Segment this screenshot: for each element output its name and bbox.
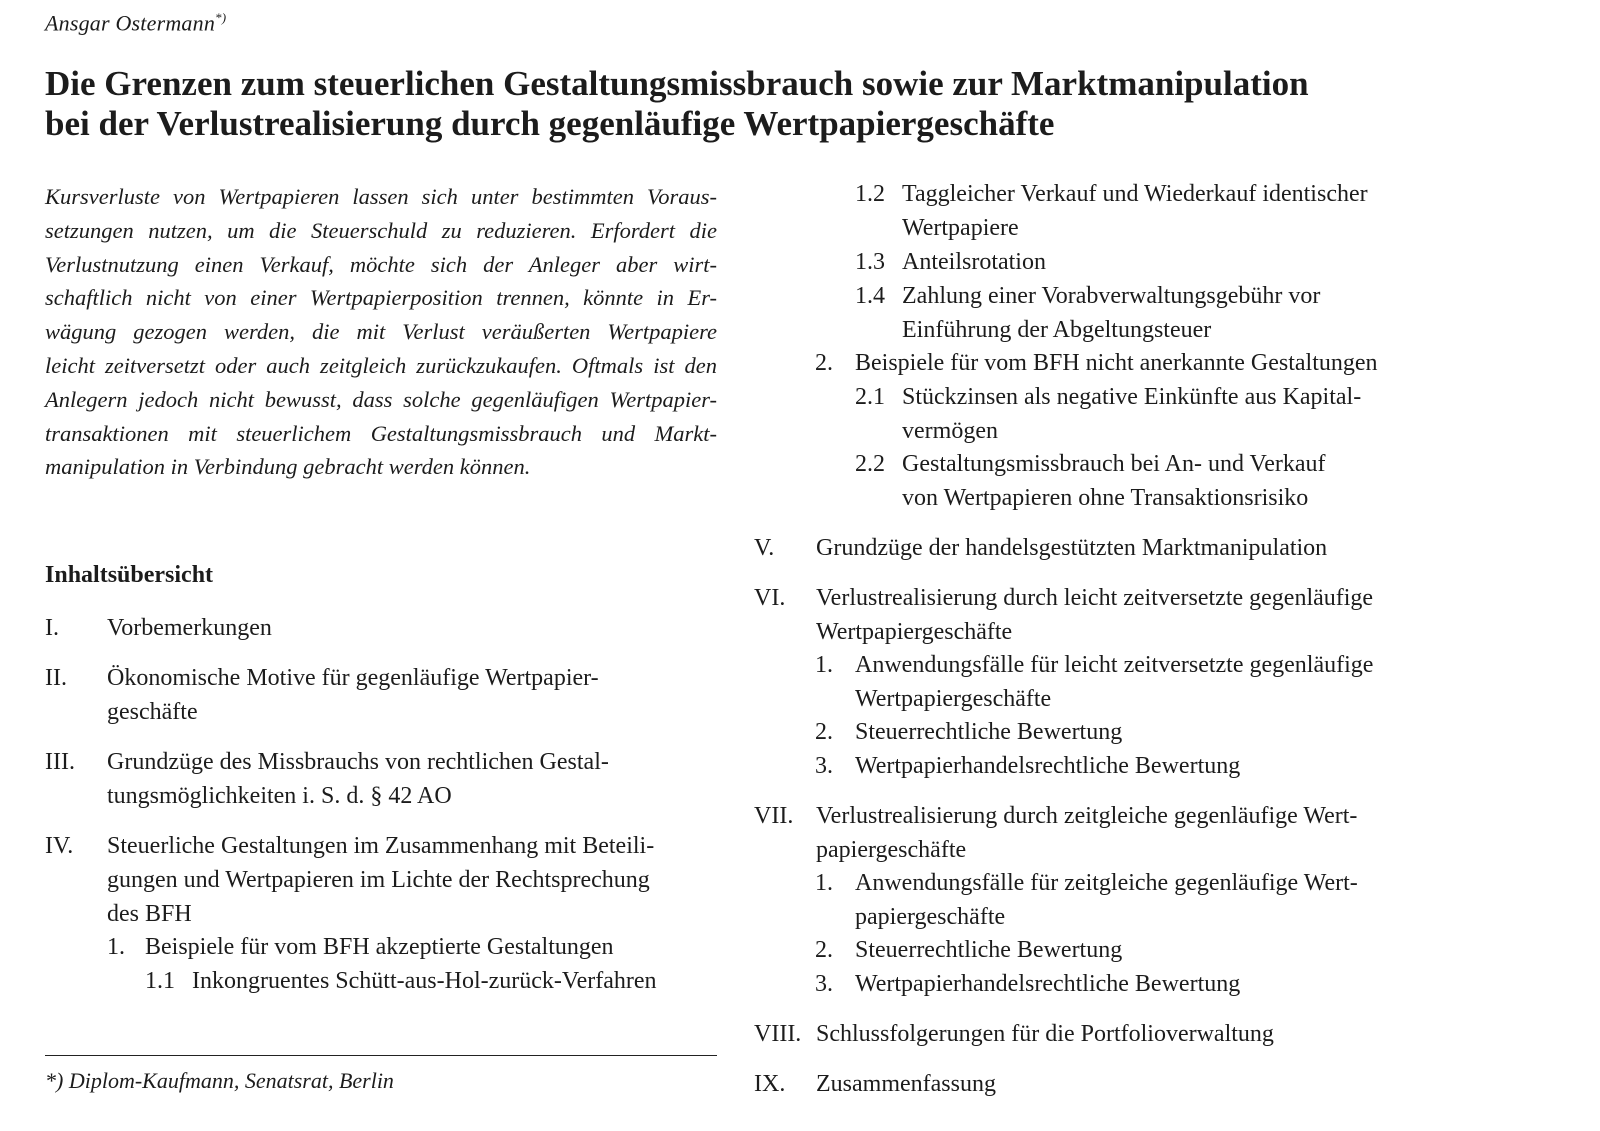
- toc-entry-number: 1.3: [855, 249, 885, 275]
- toc-entry-text: [902, 280, 1320, 348]
- toc-entry-line: Wertpapierhandelsrechtliche Bewertung: [855, 753, 1241, 779]
- toc-entry-line: geschäfte: [107, 698, 198, 725]
- toc-entry-number: 1.: [107, 934, 125, 960]
- toc-entry-text: [192, 965, 657, 999]
- author-name-text: Ansgar Ostermann: [45, 10, 216, 36]
- toc-entry-number: 2.: [815, 350, 833, 376]
- toc-entry-text: [816, 800, 1357, 868]
- toc-entry-line: Ökonomische Motive für gegenläufige Wertpapier-: [107, 665, 599, 691]
- toc-entry-text: [107, 662, 599, 730]
- toc-entry-text: [816, 1018, 1274, 1052]
- toc-entry-number: 2.: [815, 937, 833, 963]
- toc-entry-text: [855, 347, 1378, 381]
- toc-entry-line: Verlustrealisierung durch leicht zeitversetzte gegenläufige: [816, 585, 1374, 611]
- toc-entry-line: Anteilsrotation: [902, 249, 1046, 275]
- toc-entry-line: papiergeschäfte: [816, 836, 967, 863]
- toc-entry-line: Taggleicher Verkauf und Wiederkauf identischer: [902, 181, 1368, 207]
- toc-entry-number: 2.2: [855, 451, 885, 477]
- toc-entry-text: [855, 649, 1373, 717]
- toc-entry-text: [855, 750, 1240, 784]
- toc-entry-line: Vorbemerkungen: [107, 615, 272, 641]
- toc-entry-line: tungsmöglichkeiten i. S. d. § 42 AO: [107, 782, 452, 809]
- toc-entry-line: Wertpapiergeschäfte: [816, 618, 1013, 645]
- toc-entry-number: IX.: [754, 1071, 786, 1097]
- abstract-line: transaktionen mit steuerlichem Gestaltungsmissbrauch und Markt-: [45, 420, 717, 446]
- toc-entry-number: 1.2: [855, 181, 885, 207]
- toc-entry-line: gungen und Wertpapieren im Lichte der Rechtsprechung: [107, 866, 650, 893]
- toc-entry-line: Schlussfolgerungen für die Portfolioverwaltung: [816, 1021, 1274, 1047]
- toc-entry-line: Anwendungsfälle für zeitgleiche gegenläufige Wert-: [855, 870, 1358, 896]
- footnote: [45, 1068, 394, 1094]
- toc-entry-line: Einführung der Abgeltungsteuer: [902, 316, 1212, 343]
- toc-entry-number: VI.: [754, 585, 786, 611]
- toc-entry-number: IV.: [45, 833, 74, 859]
- toc-entry-line: von Wertpapieren ohne Transaktionsrisiko: [902, 484, 1309, 511]
- abstract: [45, 180, 717, 484]
- toc-entry-text: [855, 934, 1122, 968]
- toc-entry-number: III.: [45, 749, 75, 775]
- abstract-line: Verlustnutzung einen Verkauf, möchte sich der Anleger aber wirt-: [45, 251, 717, 277]
- toc-entry-number: VIII.: [754, 1021, 802, 1047]
- toc-entry-number: 3.: [815, 971, 833, 997]
- toc-entry-line: Wertpapiergeschäfte: [855, 685, 1052, 712]
- footnote-divider: [45, 1055, 717, 1056]
- toc-entry-text: [855, 716, 1122, 750]
- abstract-line: manipulation in Verbindung gebracht werden können.: [45, 454, 531, 480]
- toc-heading: Inhaltsübersicht: [45, 562, 214, 588]
- abstract-line: schaftlich nicht von einer Wertpapierposition trennen, könnte in Er-: [45, 285, 717, 311]
- toc-entry-text: [107, 746, 609, 814]
- toc-entry-text: [145, 931, 614, 965]
- toc-entry-number: 1.1: [145, 968, 175, 994]
- toc-entry-line: Anwendungsfälle für leicht zeitversetzte gegenläufige: [855, 652, 1374, 678]
- toc-entry-line: vermögen: [902, 417, 998, 444]
- toc-entry-text: [902, 178, 1368, 246]
- author-footnote-marker: *): [215, 10, 227, 25]
- toc-entry-number: 1.: [815, 870, 833, 896]
- toc-entry-line: Steuerrechtliche Bewertung: [855, 719, 1123, 745]
- title-line: Die Grenzen zum steuerlichen Gestaltungsmissbrauch sowie zur Marktmanipulation: [45, 64, 1309, 103]
- footnote-marker: *): [45, 1068, 64, 1093]
- toc-entry-number: VII.: [754, 803, 794, 829]
- footnote-text: Diplom-Kaufmann, Senatsrat, Berlin: [68, 1068, 394, 1093]
- toc-entry-text: [816, 582, 1373, 650]
- toc-entry-line: des BFH: [107, 900, 192, 927]
- toc-entry-line: Gestaltungsmissbrauch bei An- und Verkauf: [902, 451, 1326, 477]
- toc-entry-line: papiergeschäfte: [855, 903, 1006, 930]
- toc-entry-text: [855, 968, 1240, 1002]
- abstract-line: Anlegern jedoch nicht bewusst, dass solche gegenläufigen Wertpapier-: [45, 386, 717, 412]
- abstract-line: wägung gezogen werden, die mit Verlust veräußerten Wertpapiere: [45, 319, 717, 345]
- abstract-line: leicht zeitversetzt oder auch zeitgleich zurückzukaufen. Oftmals ist den: [45, 352, 717, 378]
- toc-entry-number: 1.4: [855, 283, 885, 309]
- toc-entry-number: 3.: [815, 753, 833, 779]
- toc-entry-line: Beispiele für vom BFH nicht anerkannte Gestaltungen: [855, 350, 1378, 376]
- toc-entry-line: Steuerrechtliche Bewertung: [855, 937, 1123, 963]
- toc-entry-number: 2.: [815, 719, 833, 745]
- abstract-line: Kursverluste von Wertpapieren lassen sich unter bestimmten Voraus-: [45, 184, 717, 209]
- toc-entry-number: V.: [754, 535, 775, 561]
- toc-entry-number: I.: [45, 615, 59, 641]
- toc-entry-line: Verlustrealisierung durch zeitgleiche gegenläufige Wert-: [816, 803, 1358, 829]
- toc-entry-number: II.: [45, 665, 67, 691]
- title-line: bei der Verlustrealisierung durch gegenläufige Wertpapiergeschäfte: [45, 104, 1055, 143]
- toc-entry-line: Wertpapierhandelsrechtliche Bewertung: [855, 971, 1241, 997]
- toc-entry-number: 1.: [815, 652, 833, 678]
- toc-entry-text: [816, 1068, 996, 1102]
- toc-entry-text: [902, 381, 1361, 449]
- toc-entry-line: Grundzüge des Missbrauchs von rechtlichen Gestal-: [107, 749, 609, 775]
- toc-entry-text: [902, 246, 1046, 280]
- toc-entry-text: [816, 532, 1327, 566]
- toc-entry-line: Zahlung einer Vorabverwaltungsgebühr vor: [902, 283, 1321, 309]
- toc-entry-text: [107, 612, 272, 646]
- toc-entry-line: Wertpapiere: [902, 214, 1019, 241]
- toc-entry-line: Grundzüge der handelsgestützten Marktmanipulation: [816, 535, 1328, 561]
- toc-entry-text: [855, 867, 1358, 935]
- toc-entry-line: Beispiele für vom BFH akzeptierte Gestaltungen: [145, 934, 614, 960]
- abstract-line: setzungen nutzen, um die Steuerschuld zu reduzieren. Erfordert die: [45, 217, 717, 243]
- toc-entry-line: Zusammenfassung: [816, 1071, 996, 1097]
- toc-entry-text: [902, 448, 1325, 516]
- toc-entry-number: 2.1: [855, 384, 885, 410]
- toc-entry-line: Steuerliche Gestaltungen im Zusammenhang mit Beteili-: [107, 833, 655, 859]
- article-title: [45, 64, 1545, 144]
- author-name: [45, 10, 226, 36]
- toc-entry-line: Stückzinsen als negative Einkünfte aus Kapital-: [902, 384, 1362, 410]
- toc-entry-line: Inkongruentes Schütt-aus-Hol-zurück-Verfahren: [192, 968, 657, 994]
- toc-entry-text: [107, 830, 654, 931]
